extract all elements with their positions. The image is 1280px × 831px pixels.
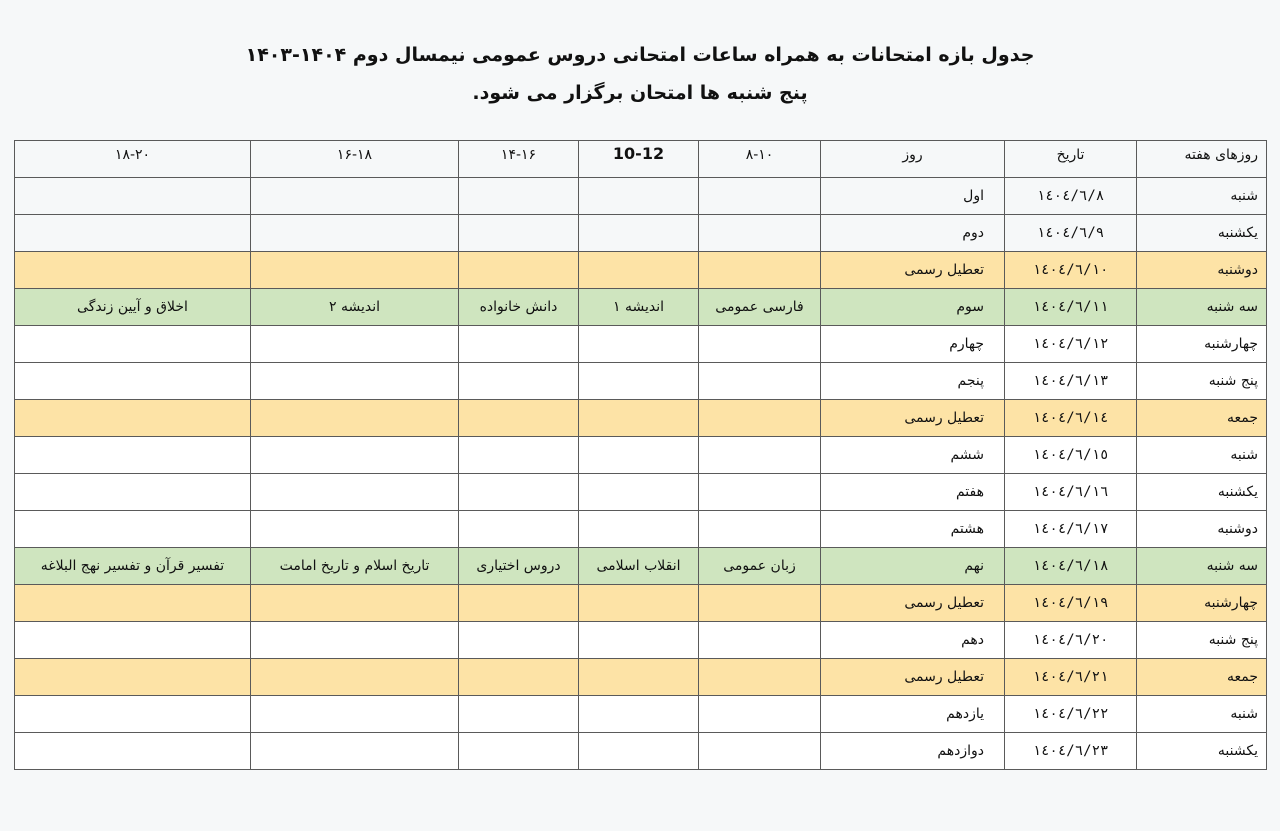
cell-day: اول <box>821 178 1005 215</box>
table-row <box>15 733 1267 770</box>
cell-slot-16-18 <box>251 696 459 733</box>
cell-weekday: جمعه <box>1137 659 1267 696</box>
header-slot-18-20: ۱۸-۲۰ <box>15 141 251 178</box>
cell-weekday: دوشنبه <box>1137 511 1267 548</box>
cell-slot-16-18 <box>251 474 459 511</box>
cell-slot-18-20: اخلاق و آیین زندگی <box>15 289 251 326</box>
cell-slot-16-18 <box>251 252 459 289</box>
cell-slot-16-18 <box>251 659 459 696</box>
cell-slot-8-10 <box>699 437 821 474</box>
cell-slot-10-12 <box>579 659 699 696</box>
cell-slot-18-20: تفسیر قرآن و تفسیر نهج البلاغه <box>15 548 251 585</box>
cell-date: ١٤٠٤/٦/١٧ <box>1005 511 1137 548</box>
header-slot-10-12: 10-12 <box>579 141 699 178</box>
cell-slot-14-16 <box>459 696 579 733</box>
table-row <box>15 548 1267 585</box>
cell-slot-10-12 <box>579 437 699 474</box>
cell-slot-16-18 <box>251 585 459 622</box>
cell-day: تعطیل رسمی <box>821 400 1005 437</box>
cell-date: ١٤٠٤/٦/١٤ <box>1005 400 1137 437</box>
cell-slot-8-10 <box>699 178 821 215</box>
cell-slot-14-16 <box>459 215 579 252</box>
cell-slot-10-12 <box>579 733 699 770</box>
table-body <box>15 178 1267 770</box>
cell-date: ١٤٠٤/٦/٢٣ <box>1005 733 1137 770</box>
cell-weekday: یکشنبه <box>1137 474 1267 511</box>
cell-date: ١٤٠٤/٦/١٩ <box>1005 585 1137 622</box>
cell-slot-16-18 <box>251 178 459 215</box>
cell-date: ١٤٠٤/٦/٨ <box>1005 178 1137 215</box>
cell-date: ١٤٠٤/٦/٢١ <box>1005 659 1137 696</box>
cell-weekday: چهارشنبه <box>1137 585 1267 622</box>
table-row <box>15 326 1267 363</box>
cell-slot-8-10 <box>699 659 821 696</box>
cell-slot-14-16 <box>459 585 579 622</box>
cell-slot-16-18 <box>251 622 459 659</box>
cell-slot-10-12 <box>579 363 699 400</box>
cell-day: دوازدهم <box>821 733 1005 770</box>
header-slot-16-18: ۱۶-۱۸ <box>251 141 459 178</box>
cell-weekday: پنج شنبه <box>1137 363 1267 400</box>
cell-slot-16-18: اندیشه ۲ <box>251 289 459 326</box>
cell-slot-14-16 <box>459 622 579 659</box>
cell-day: دهم <box>821 622 1005 659</box>
cell-slot-10-12 <box>579 326 699 363</box>
cell-weekday: سه شنبه <box>1137 289 1267 326</box>
cell-slot-10-12 <box>579 696 699 733</box>
cell-slot-10-12: انقلاب اسلامی <box>579 548 699 585</box>
cell-date: ١٤٠٤/٦/٢٠ <box>1005 622 1137 659</box>
cell-date: ١٤٠٤/٦/٩ <box>1005 215 1137 252</box>
cell-slot-18-20 <box>15 437 251 474</box>
cell-slot-18-20 <box>15 733 251 770</box>
cell-slot-14-16 <box>459 437 579 474</box>
cell-slot-8-10: زبان عمومی <box>699 548 821 585</box>
cell-slot-14-16 <box>459 659 579 696</box>
cell-date: ١٤٠٤/٦/١٢ <box>1005 326 1137 363</box>
cell-slot-10-12 <box>579 215 699 252</box>
cell-slot-16-18 <box>251 733 459 770</box>
cell-slot-8-10 <box>699 474 821 511</box>
cell-slot-16-18 <box>251 363 459 400</box>
cell-date: ١٤٠٤/٦/١٥ <box>1005 437 1137 474</box>
table-row <box>15 474 1267 511</box>
cell-slot-18-20 <box>15 400 251 437</box>
table-row <box>15 363 1267 400</box>
cell-day: تعطیل رسمی <box>821 585 1005 622</box>
cell-weekday: پنج شنبه <box>1137 622 1267 659</box>
cell-slot-16-18 <box>251 326 459 363</box>
cell-slot-10-12 <box>579 511 699 548</box>
cell-date: ١٤٠٤/٦/١١ <box>1005 289 1137 326</box>
table-row <box>15 400 1267 437</box>
cell-slot-10-12 <box>579 585 699 622</box>
cell-slot-8-10 <box>699 733 821 770</box>
cell-day: هفتم <box>821 474 1005 511</box>
cell-day: هشتم <box>821 511 1005 548</box>
cell-slot-14-16 <box>459 326 579 363</box>
cell-slot-18-20 <box>15 215 251 252</box>
cell-day: چهارم <box>821 326 1005 363</box>
cell-slot-14-16: دروس اختیاری <box>459 548 579 585</box>
cell-slot-14-16 <box>459 363 579 400</box>
cell-slot-10-12: اندیشه ۱ <box>579 289 699 326</box>
cell-slot-18-20 <box>15 511 251 548</box>
cell-slot-8-10 <box>699 363 821 400</box>
cell-slot-16-18 <box>251 215 459 252</box>
cell-weekday: یکشنبه <box>1137 733 1267 770</box>
table-row <box>15 659 1267 696</box>
cell-slot-18-20 <box>15 178 251 215</box>
cell-weekday: شنبه <box>1137 696 1267 733</box>
cell-slot-18-20 <box>15 326 251 363</box>
header-day: روز <box>821 141 1005 178</box>
cell-slot-8-10 <box>699 326 821 363</box>
cell-slot-18-20 <box>15 622 251 659</box>
cell-slot-18-20 <box>15 585 251 622</box>
header-slot-8-10: ۸-۱۰ <box>699 141 821 178</box>
cell-day: پنجم <box>821 363 1005 400</box>
header-date: تاریخ <box>1005 141 1137 178</box>
cell-slot-8-10 <box>699 511 821 548</box>
cell-weekday: جمعه <box>1137 400 1267 437</box>
cell-slot-16-18: تاریخ اسلام و تاریخ امامت <box>251 548 459 585</box>
cell-slot-14-16 <box>459 474 579 511</box>
cell-slot-8-10 <box>699 585 821 622</box>
table-row <box>15 252 1267 289</box>
cell-day: دوم <box>821 215 1005 252</box>
cell-slot-16-18 <box>251 437 459 474</box>
cell-day: نهم <box>821 548 1005 585</box>
cell-slot-18-20 <box>15 363 251 400</box>
cell-date: ١٤٠٤/٦/١٦ <box>1005 474 1137 511</box>
cell-weekday: شنبه <box>1137 178 1267 215</box>
cell-weekday: چهارشنبه <box>1137 326 1267 363</box>
cell-slot-18-20 <box>15 696 251 733</box>
cell-slot-10-12 <box>579 178 699 215</box>
cell-day: تعطیل رسمی <box>821 252 1005 289</box>
cell-slot-10-12 <box>579 400 699 437</box>
cell-slot-18-20 <box>15 659 251 696</box>
cell-slot-8-10 <box>699 696 821 733</box>
table-row <box>15 696 1267 733</box>
cell-day: ششم <box>821 437 1005 474</box>
cell-slot-10-12 <box>579 622 699 659</box>
cell-slot-16-18 <box>251 511 459 548</box>
cell-slot-14-16 <box>459 733 579 770</box>
cell-weekday: شنبه <box>1137 437 1267 474</box>
exam-schedule-table <box>14 140 1267 770</box>
cell-slot-8-10 <box>699 622 821 659</box>
cell-slot-8-10 <box>699 400 821 437</box>
cell-day: یازدهم <box>821 696 1005 733</box>
table-row <box>15 437 1267 474</box>
cell-weekday: دوشنبه <box>1137 252 1267 289</box>
cell-slot-14-16 <box>459 511 579 548</box>
cell-date: ١٤٠٤/٦/١٨ <box>1005 548 1137 585</box>
cell-date: ١٤٠٤/٦/١٣ <box>1005 363 1137 400</box>
cell-slot-14-16 <box>459 252 579 289</box>
cell-weekday: سه شنبه <box>1137 548 1267 585</box>
cell-slot-10-12 <box>579 252 699 289</box>
page-title: جدول بازه امتحانات به همراه ساعات امتحانی دروس عمومی نیمسال دوم ۱۴۰۴-۱۴۰۳ <box>245 44 1035 66</box>
cell-slot-8-10 <box>699 252 821 289</box>
cell-slot-18-20 <box>15 252 251 289</box>
cell-day: سوم <box>821 289 1005 326</box>
table-row <box>15 511 1267 548</box>
cell-date: ١٤٠٤/٦/٢٢ <box>1005 696 1137 733</box>
cell-slot-10-12 <box>579 474 699 511</box>
cell-slot-14-16 <box>459 400 579 437</box>
cell-weekday: یکشنبه <box>1137 215 1267 252</box>
cell-day: تعطیل رسمی <box>821 659 1005 696</box>
cell-slot-14-16 <box>459 178 579 215</box>
table-row <box>15 289 1267 326</box>
table-row <box>15 585 1267 622</box>
table-row <box>15 215 1267 252</box>
page-subtitle: پنج شنبه ها امتحان برگزار می شود. <box>472 82 808 104</box>
header-slot-14-16: ۱۴-۱۶ <box>459 141 579 178</box>
table-row <box>15 622 1267 659</box>
cell-date: ١٤٠٤/٦/١٠ <box>1005 252 1137 289</box>
cell-slot-14-16: دانش خانواده <box>459 289 579 326</box>
cell-slot-8-10 <box>699 215 821 252</box>
title-block <box>0 36 1280 112</box>
table-row <box>15 178 1267 215</box>
cell-slot-8-10: فارسی عمومی <box>699 289 821 326</box>
table-header-row <box>15 141 1267 178</box>
header-weekday: روزهای هفته <box>1137 141 1267 178</box>
cell-slot-18-20 <box>15 474 251 511</box>
cell-slot-16-18 <box>251 400 459 437</box>
